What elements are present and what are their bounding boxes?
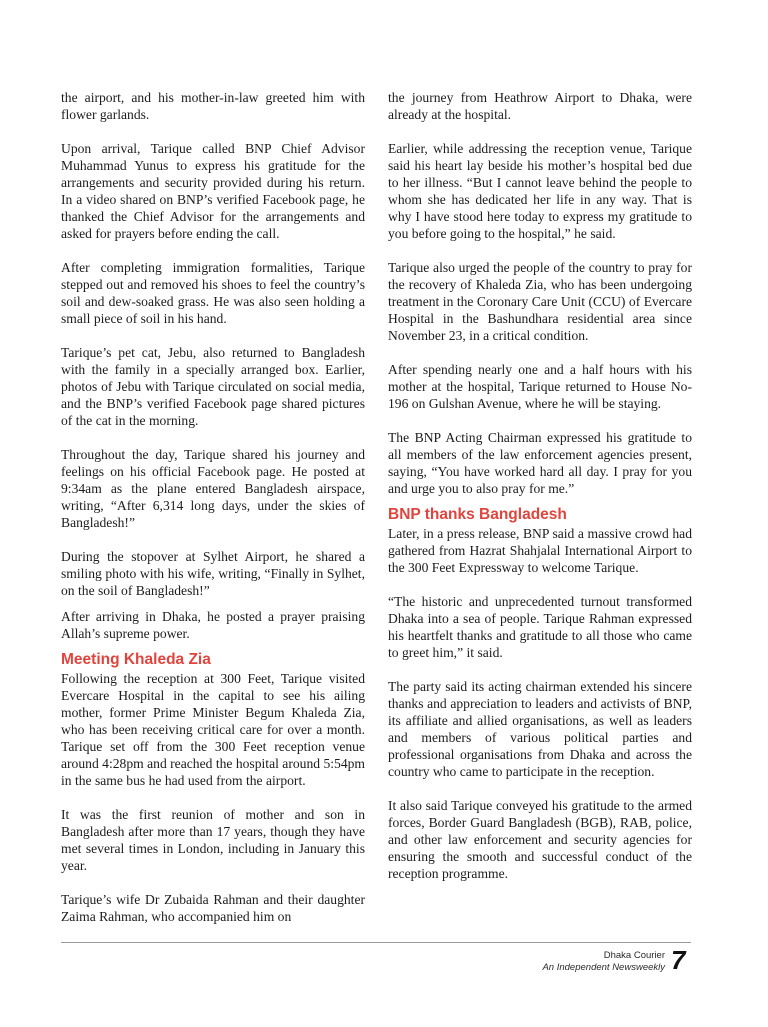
paragraph: It also said Tarique conveyed his gratitude to the armed forces, Border Guard Bangladesh (BGB), RAB, police, and other law enforcement and security agencies for ensuring the smooth and successful conduct of the reception programme. <box>388 798 692 881</box>
paragraph: Earlier, while addressing the reception venue, Tarique said his heart lay beside his mother’s hospital bed due to her illness. “But I cannot leave behind the people to whom she has dedicated her life in any way. That is why I have stood here today to express my gratitude to you before going to the hospital,” he said. <box>388 141 692 241</box>
paragraph: After arriving in Dhaka, he posted a prayer praising Allah’s supreme power. <box>61 609 365 641</box>
section-heading-bnp-thanks-bangladesh: BNP thanks Bangladesh <box>388 506 567 523</box>
section-heading-meeting-khaleda-zia: Meeting Khaleda Zia <box>61 651 211 668</box>
footer-divider <box>61 942 691 943</box>
paragraph: After spending nearly one and a half hours with his mother at the hospital, Tarique returned to House No-196 on Gulshan Avenue, where he will be staying. <box>388 362 692 411</box>
page-number: 7 <box>671 945 686 975</box>
paragraph: After completing immigration formalities, Tarique stepped out and removed his shoes to feel the country’s soil and dew-soaked grass. He was also seen holding a small piece of soil in his hand. <box>61 260 365 326</box>
paragraph: Upon arrival, Tarique called BNP Chief Advisor Muhammad Yunus to express his gratitude for the arrangements and security provided during his return. In a video shared on BNP’s verified Facebook page, he thanked the Chief Advisor for the arrangements and asked for prayers before ending the call. <box>61 141 365 241</box>
paragraph: Later, in a press release, BNP said a massive crowd had gathered from Hazrat Shahjalal International Airport to the 300 Feet Expressway to welcome Tarique. <box>388 526 692 575</box>
paragraph: Tarique also urged the people of the country to pray for the recovery of Khaleda Zia, who has been undergoing treatment in the Coronary Care Unit (CCU) of Evercare Hospital in the Bashundhara residential area since November 23, in a critical condition. <box>388 260 692 343</box>
paragraph: Throughout the day, Tarique shared his journey and feelings on his official Facebook page. He posted at 9:34am as the plane entered Bangladesh airspace, writing, “After 6,314 long days, under the skies of Bangladesh!” <box>61 447 365 530</box>
paragraph: Following the reception at 300 Feet, Tarique visited Evercare Hospital in the capital to see his ailing mother, former Prime Minister Begum Khaleda Zia, who has been receiving critical care for over a month. Tarique set off from the 300 Feet reception venue around 4:28pm and reached the hospital around 5:54pm in the same bus he had used from the airport. <box>61 671 365 788</box>
paragraph: the journey from Heathrow Airport to Dhaka, were already at the hospital. <box>388 90 692 122</box>
paragraph: “The historic and unprecedented turnout transformed Dhaka into a sea of people. Tarique Rahman expressed his heartfelt thanks and gratitude to all those who came to greet him,” it said. <box>388 594 692 660</box>
paragraph: The BNP Acting Chairman expressed his gratitude to all members of the law enforcement agencies present, saying, “You have worked hard all day. I pray for you and urge you to also pray for me.” <box>388 430 692 496</box>
left-column <box>61 89 365 942</box>
paragraph: It was the first reunion of mother and son in Bangladesh after more than 17 years, though they have met several times in London, including in January this year. <box>61 807 365 873</box>
paragraph: The party said its acting chairman extended his sincere thanks and appreciation to leaders and activists of BNP, its affiliate and allied organisations, as well as leaders and members of various political parties and professional organisations from Dhaka and across the country who came to participate in the reception. <box>388 679 692 779</box>
paragraph: During the stopover at Sylhet Airport, he shared a smiling photo with his wife, writing, “Finally in Sylhet, on the soil of Bangladesh!” <box>61 549 365 598</box>
publication-name: Dhaka Courier <box>603 950 665 961</box>
footer-publication <box>542 950 665 974</box>
paragraph: the airport, and his mother-in-law greeted him with flower garlands. <box>61 90 365 122</box>
paragraph: Tarique’s wife Dr Zubaida Rahman and their daughter Zaima Rahman, who accompanied him on <box>61 892 365 924</box>
publication-tagline: An Independent Newsweekly <box>542 962 665 973</box>
right-column <box>388 89 692 899</box>
paragraph: Tarique’s pet cat, Jebu, also returned to Bangladesh with the family in a specially arranged box. Earlier, photos of Jebu with Tarique circulated on social media, and the BNP’s verified Facebook page shared pictures of the cat in the morning. <box>61 345 365 428</box>
